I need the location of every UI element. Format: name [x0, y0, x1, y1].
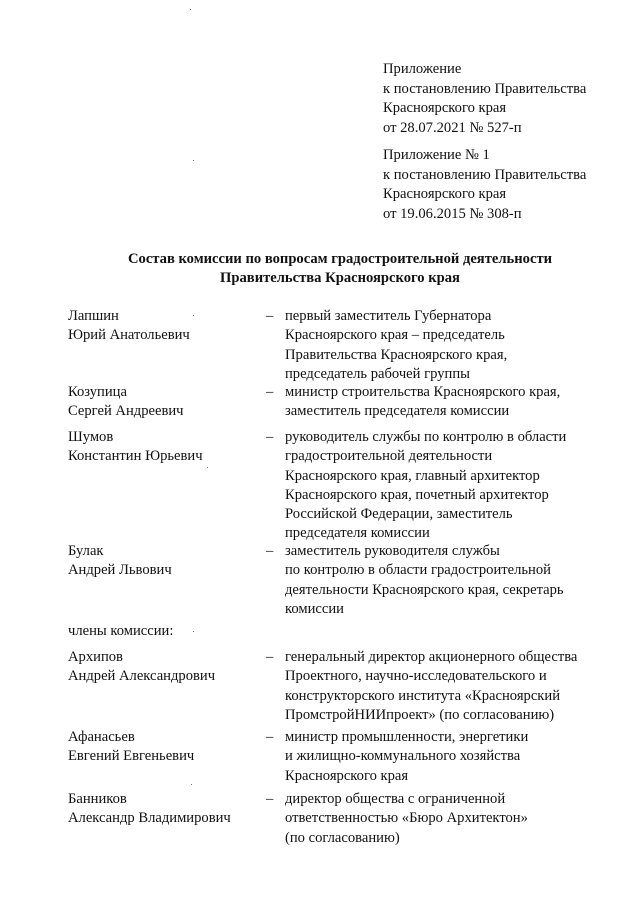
role-line: директор общества с ограниченной	[285, 791, 506, 807]
member-given-names: Александр Владимирович	[68, 810, 231, 827]
appendix-original-line: от 19.06.2015 № 308-п	[383, 205, 522, 222]
role-line: заместитель руководителя службы	[285, 543, 500, 559]
role-line: Красноярского края – председатель	[285, 327, 505, 344]
role-line: ответственностью «Бюро Архитектон»	[285, 810, 528, 827]
role-line: по контролю в области градостроительной	[285, 562, 551, 579]
role-line: генеральный директор акционерного общества	[285, 649, 578, 665]
member-surname: Козупица	[68, 384, 127, 400]
member-role	[285, 648, 615, 725]
member-surname: Шумов	[68, 429, 114, 445]
document-title-line: Правительства Красноярского края	[220, 270, 460, 286]
member-given-names: Константин Юрьевич	[68, 448, 203, 465]
scan-speck	[193, 160, 194, 161]
role-line: комиссии	[285, 600, 344, 617]
appendix-current-line: Красноярского края	[383, 100, 507, 116]
separator-dash: –	[266, 729, 274, 745]
appendix-original-line: к постановлению Правительства	[383, 166, 587, 183]
separator-dash: –	[266, 543, 274, 559]
role-line: деятельности Красноярского края, секретарь	[285, 581, 564, 598]
role-line: конструкторского института «Красноярский	[285, 687, 561, 704]
member-name	[68, 383, 258, 422]
member-given-names: Евгений Евгеньевич	[68, 748, 195, 765]
role-line: Красноярского края	[285, 767, 409, 784]
role-line: Правительства Красноярского края,	[285, 346, 508, 363]
document-title-line: Состав комиссии по вопросам градостроительной деятельности	[127, 251, 553, 267]
separator-dash: –	[266, 649, 274, 665]
role-line: Красноярского края, главный архитектор	[285, 467, 540, 484]
member-role	[285, 383, 615, 422]
appendix-current-line: от 28.07.2021 № 527-п	[383, 119, 522, 136]
member-name	[68, 307, 258, 346]
separator-dash: –	[266, 429, 274, 445]
member-name	[68, 790, 258, 829]
role-line: (по согласованию)	[285, 829, 400, 846]
member-given-names: Андрей Львович	[68, 562, 172, 579]
scan-speck	[193, 315, 194, 316]
role-line: председателя комиссии	[285, 525, 430, 542]
member-role	[285, 542, 615, 619]
separator-dash: –	[266, 791, 274, 807]
member-name	[68, 728, 258, 767]
appendix-original-line: Приложение № 1	[383, 147, 490, 163]
member-given-names: Юрий Анатольевич	[68, 327, 190, 344]
role-line: Проектного, научно-исследовательского и	[285, 668, 547, 685]
member-given-names: Андрей Александрович	[68, 668, 216, 685]
member-surname: Архипов	[68, 649, 123, 665]
document-title	[40, 250, 640, 288]
scan-speck	[207, 467, 208, 468]
role-line: руководитель службы по контролю в области	[285, 429, 567, 445]
member-surname: Афанасьев	[68, 729, 135, 745]
appendix-current-line: к постановлению Правительства	[383, 80, 587, 97]
appendix-original-block	[383, 146, 586, 224]
role-line: председатель рабочей группы	[285, 365, 470, 382]
role-line: ПромстройНИИпроект» (по согласованию)	[285, 706, 555, 723]
member-name	[68, 542, 258, 581]
member-surname: Лапшин	[68, 308, 119, 324]
separator-dash: –	[266, 384, 274, 400]
role-line: и жилищно-коммунального хозяйства	[285, 748, 521, 765]
member-name	[68, 648, 258, 687]
member-name	[68, 428, 258, 467]
role-line: Российской Федерации, заместитель	[285, 506, 513, 523]
role-line: градостроительной деятельности	[285, 448, 493, 465]
role-line: первый заместитель Губернатора	[285, 308, 492, 324]
scan-speck	[193, 631, 194, 632]
member-role	[285, 728, 615, 786]
appendix-original-line: Красноярского края	[383, 186, 507, 202]
role-line: заместитель председателя комиссии	[285, 403, 510, 420]
separator-dash: –	[266, 308, 274, 324]
appendix-current-line: Приложение	[383, 61, 462, 77]
member-role	[285, 307, 615, 384]
member-given-names: Сергей Андреевич	[68, 403, 184, 420]
appendix-current-block	[383, 60, 586, 138]
role-line: Красноярского края, почетный архитектор	[285, 486, 549, 503]
member-role	[285, 790, 615, 848]
scan-speck	[191, 784, 192, 785]
role-line: министр промышленности, энергетики	[285, 729, 529, 745]
members-section-label: члены комиссии:	[68, 623, 174, 639]
scan-speck	[190, 9, 191, 10]
member-role	[285, 428, 615, 544]
member-surname: Банников	[68, 791, 127, 807]
member-surname: Булак	[68, 543, 104, 559]
role-line: министр строительства Красноярского края,	[285, 384, 561, 400]
